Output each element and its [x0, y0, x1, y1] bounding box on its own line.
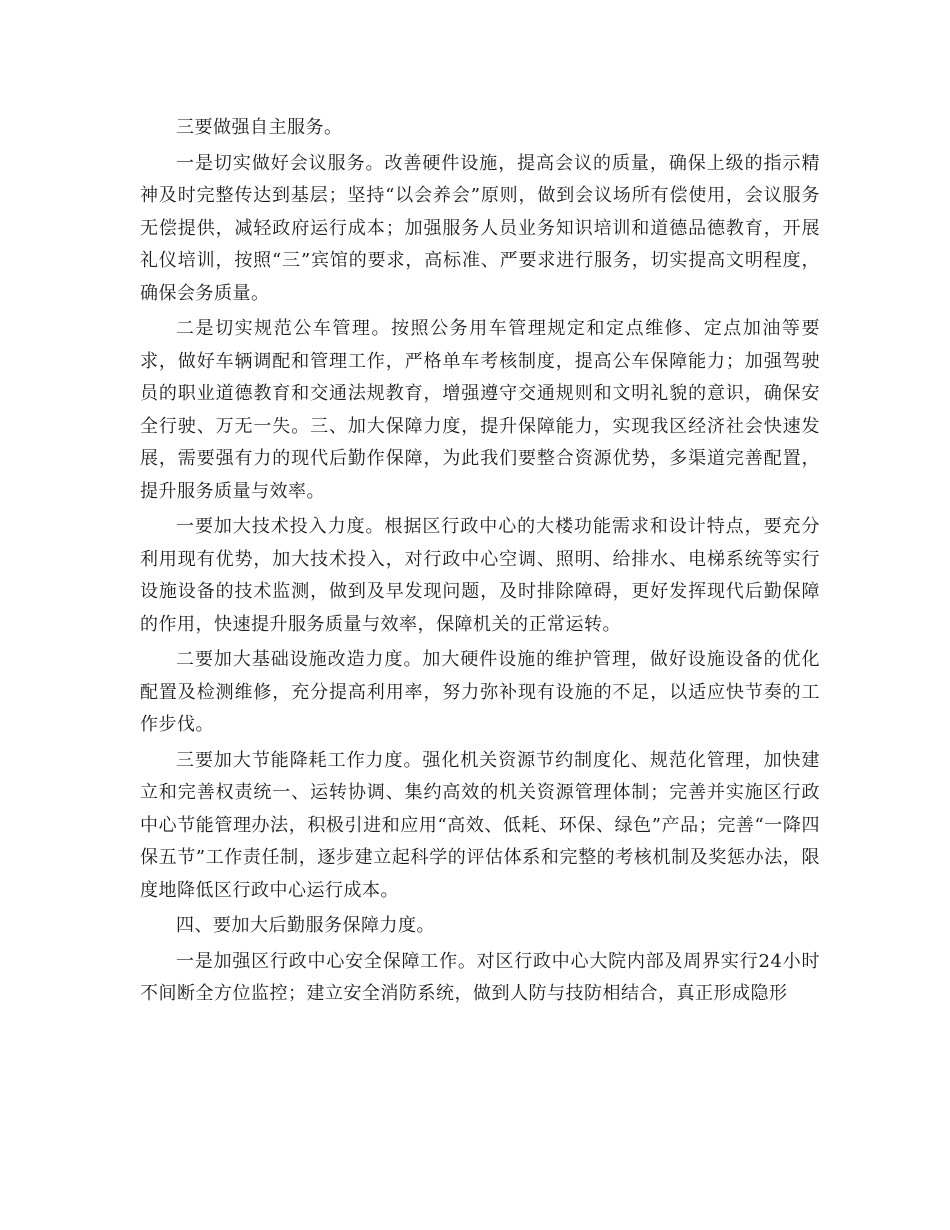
paragraph-energy-saving: 三要加大节能降耗工作力度。强化机关资源节约制度化、规范化管理，加快建立和完善权责统一、运转协调、集约高效的机关资源管理体制；完善并实施区行政中心节能管理办法，积极引进和应用“高效、低耗、环保、绿色”产品；完善“一降四保五节”工作责任制，逐步建立起科学的评估体系和完整的考核机制及奖惩办法，限度地降低区行政中心运行成本。: [140, 749, 820, 901]
paragraph-vehicle-management: 二是切实规范公车管理。按照公务用车管理规定和定点维修、定点加油等要求，做好车辆调配和管理工作，严格单车考核制度，提高公车保障能力；加强驾驶员的职业道德教育和交通法规教育，增强遵守交通规则和文明礼貌的意识，确保安全行驶、万无一失。三、加大保障力度，提升保障能力，实现我区经济社会快速发展，需要强有力的现代后勤作保障，为此我们要整合资源优势，多渠道完善配置，提升服务质量与效率。: [140, 318, 820, 502]
paragraph-logistics-heading: 四、要加大后勤服务保障力度。: [176, 915, 435, 936]
document-page: [140, 112, 820, 1014]
paragraph-security: 一是加强区行政中心安全保障工作。对区行政中心大院内部及周界实行24小时不间断全方位监控；建立安全消防系统，做到人防与技防相结合，真正形成隐形: [140, 950, 820, 1004]
paragraph-meeting-service: 一是切实做好会议服务。改善硬件设施，提高会议的质量，确保上级的指示精神及时完整传达到基层；坚持“以会养会”原则，做到会议场所有偿使用，会议服务无偿提供，减轻政府运行成本；加强服务人员业务知识培训和道德品德教育，开展礼仪培训，按照“三”宾馆的要求，高标准、严要求进行服务，切实提高文明程度，确保会务质量。: [140, 152, 820, 304]
paragraph-technical-investment: 一要加大技术投入力度。根据区行政中心的大楼功能需求和设计特点，要充分利用现有优势，加大技术投入，对行政中心空调、照明、给排水、电梯系统等实行设施设备的技术监测，做到及早发现问题，及时排除障碍，更好发挥现代后勤保障的作用，快速提升服务质量与效率，保障机关的正常运转。: [140, 516, 820, 635]
paragraph-section-heading: 三要做强自主服务。: [176, 117, 343, 138]
paragraph-infrastructure: 二要加大基础设施改造力度。加大硬件设施的维护管理，做好设施设备的优化配置及检测维修，充分提高利用率，努力弥补现有设施的不足，以适应快节奏的工作步伐。: [140, 649, 820, 735]
